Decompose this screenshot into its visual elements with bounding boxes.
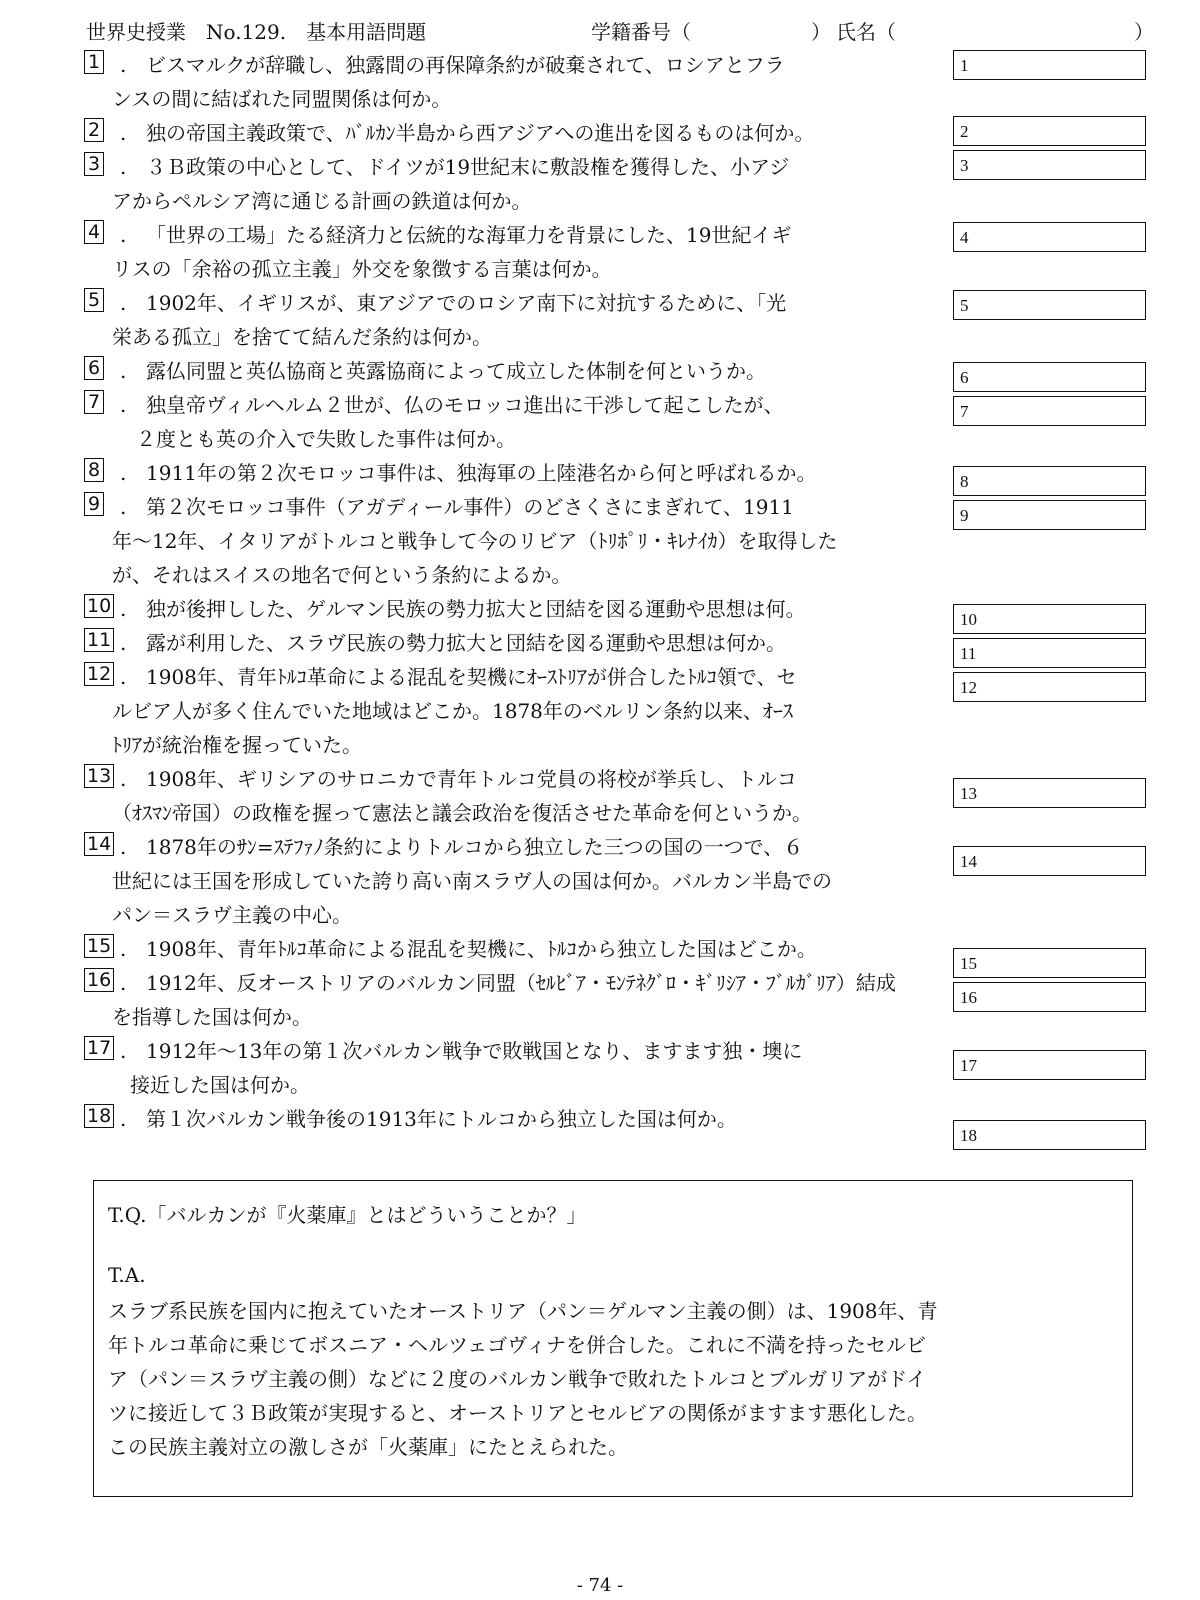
question-text-line: 1908年、青年ﾄﾙｺ革命による混乱を契機にｵｰｽﾄﾘｱが併合したﾄﾙｺ領で、セ — [146, 665, 797, 689]
question-number: 1 — [84, 50, 104, 74]
question-text-line: ﾄﾘｱが統治権を握っていた。 — [112, 733, 362, 757]
question-text-line: 1912年～13年の第１次バルカン戦争で敗戦国となり、ますます独・墺に — [146, 1039, 803, 1063]
question-number-dot: . — [120, 597, 127, 621]
question-number-dot: . — [120, 121, 127, 145]
question-number-dot: . — [120, 835, 127, 859]
answer-box[interactable] — [953, 50, 1146, 80]
question-number: 15 — [84, 934, 114, 958]
answer-box-label: 4 — [960, 228, 969, 247]
question-text-line: ビスマルクが辞職し、独露間の再保障条約が破棄されて、ロシアとフラ — [146, 53, 785, 77]
answer-box-label: 13 — [960, 784, 977, 803]
question-text-line: 1902年、イギリスが、東アジアでのロシア南下に対抗するために、「光 — [146, 291, 787, 315]
question-text-line: 第１次バルカン戦争後の1913年にトルコから独立した国は何か。 — [146, 1107, 737, 1131]
name-field-label: 氏名（ — [836, 20, 896, 44]
answer-box[interactable] — [953, 500, 1146, 530]
answer-box-label: 3 — [960, 156, 969, 175]
question-text-line: 独の帝国主義政策で、ﾊﾞﾙｶﾝ半島から西アジアへの進出を図るものは何か。 — [146, 121, 815, 145]
answer-box[interactable] — [953, 778, 1146, 808]
question-text-line: 「世界の工場」たる経済力と伝統的な海軍力を背景にした、19世紀イギ — [146, 223, 792, 247]
question-number: 10 — [84, 594, 114, 618]
answer-box[interactable] — [953, 290, 1146, 320]
question-number: 2 — [84, 118, 104, 142]
answer-box-label: 14 — [960, 852, 977, 871]
answer-box[interactable] — [953, 982, 1146, 1012]
answer-box[interactable] — [953, 1050, 1146, 1080]
answer-box[interactable] — [953, 1120, 1146, 1150]
answer-box[interactable] — [953, 222, 1146, 252]
answer-box-label: 17 — [960, 1056, 977, 1075]
question-number-dot: . — [120, 223, 127, 247]
question-number: 12 — [84, 662, 114, 686]
worksheet-header — [86, 16, 1154, 50]
answer-box[interactable] — [953, 638, 1146, 668]
question-number-dot: . — [120, 291, 127, 315]
question-text-line: 1908年、ギリシアのサロニカで青年トルコ党員の将校が挙兵し、トルコ — [146, 767, 797, 791]
answer-box-label: 8 — [960, 472, 969, 491]
tq-answer-line: ア（パン＝スラヴ主義の側）などに２度のバルカン戦争で敗れたトルコとブルガリアがドイ — [108, 1367, 927, 1391]
answer-box-label: 16 — [960, 988, 977, 1007]
answer-box-label: 5 — [960, 296, 969, 315]
question-text-line: ３Ｂ政策の中心として、ドイツが19世紀末に敷設権を獲得した、小アジ — [146, 155, 790, 179]
question-number: 11 — [84, 628, 114, 652]
page-number: - 74 - — [576, 1575, 624, 1596]
answer-box[interactable] — [953, 116, 1146, 146]
question-number: 13 — [84, 764, 114, 788]
answer-box[interactable] — [953, 604, 1146, 634]
question-text-line: 露が利用した、スラヴ民族の勢力拡大と団結を図る運動や思想は何か。 — [146, 631, 786, 655]
question-text-line: 1912年、反オーストリアのバルカン同盟（ｾﾙﾋﾞｱ・ﾓﾝﾃﾈｸﾞﾛ・ｷﾞﾘｼｱ・ﾌﾞﾙｶﾞﾘｱ）結成 — [146, 971, 896, 995]
question-text-line: 1908年、青年ﾄﾙｺ革命による混乱を契機に、ﾄﾙｺから独立した国はどこか。 — [146, 937, 817, 961]
question-number-dot: . — [120, 393, 127, 417]
question-text-line: が、それはスイスの地名で何という条約によるか。 — [112, 563, 572, 587]
question-number: 16 — [84, 968, 114, 992]
question-text-line: アからペルシア湾に通じる計画の鉄道は何か。 — [112, 189, 532, 213]
answer-box-label: 12 — [960, 678, 977, 697]
answer-box-label: 9 — [960, 506, 969, 525]
question-text-line: 独皇帝ヴィルヘルム２世が、仏のモロッコ進出に干渉して起こしたが、 — [146, 393, 784, 417]
question-text-line: 露仏同盟と英仏協商と英露協商によって成立した体制を何というか。 — [146, 359, 766, 383]
question-text-line: リスの「余裕の孤立主義」外交を象徴する言葉は何か。 — [112, 257, 612, 281]
question-number-dot: . — [120, 767, 127, 791]
question-text-line: 1878年のｻﾝ=ｽﾃﾌｧﾉ条約によりトルコから独立した三つの国の一つで、６ — [146, 835, 804, 859]
question-text-line: ルビア人が多く住んでいた地域はどこか。1878年のベルリン条約以来、ｵｰｽ — [112, 699, 793, 723]
answer-box[interactable] — [953, 672, 1146, 702]
question-text-line: 第２次モロッコ事件（アガディール事件）のどさくさにまぎれて、1911 — [146, 495, 794, 519]
question-number-dot: . — [120, 53, 127, 77]
question-number: 17 — [84, 1036, 114, 1060]
question-text-line: ンスの間に結ばれた同盟関係は何か。 — [112, 87, 452, 111]
answer-box[interactable] — [953, 466, 1146, 496]
answer-box-label: 6 — [960, 368, 969, 387]
question-number: 3 — [84, 152, 104, 176]
tq-answer-line: この民族主義対立の激しさが「火薬庫」にたとえられた。 — [108, 1435, 628, 1459]
tq-answer-label: T.A. — [108, 1263, 146, 1287]
think-question-box — [93, 1180, 1133, 1497]
tq-answer-line: ツに接近して３Ｂ政策が実現すると、オーストリアとセルビアの関係がますます悪化した。 — [108, 1401, 927, 1425]
question-number: 14 — [84, 832, 114, 856]
question-number-dot: . — [120, 631, 127, 655]
answer-box[interactable] — [953, 846, 1146, 876]
question-number-dot: . — [120, 461, 127, 485]
question-text-line: パン＝スラヴ主義の中心。 — [112, 903, 352, 927]
tq-question: T.Q.「バルカンが『火薬庫』とはどういうことか？」 — [108, 1203, 587, 1227]
answer-box-label: 2 — [960, 122, 969, 141]
answer-box-label: 11 — [960, 644, 977, 663]
answer-box-label: 7 — [960, 402, 969, 421]
question-number-dot: . — [120, 937, 127, 961]
question-text-line: を指導した国は何か。 — [112, 1005, 312, 1029]
question-text-line: 世紀には王国を形成していた誇り高い南スラヴ人の国は何か。バルカン半島での — [112, 869, 832, 893]
answer-box[interactable] — [953, 948, 1146, 978]
question-text-line: 年～12年、イタリアがトルコと戦争して今のリビア（ﾄﾘﾎﾟﾘ・ｷﾚﾅｲｶ）を取得した — [112, 529, 838, 553]
question-text-line: （ｵｽﾏﾝ帝国）の政権を握って憲法と議会政治を復活させた革命を何というか。 — [112, 801, 812, 825]
tq-answer-line: 年トルコ革命に乗じてボスニア・ヘルツェゴヴィナを併合した。これに不満を持ったセルビ — [108, 1333, 926, 1357]
question-number: 6 — [84, 356, 104, 380]
question-number: 18 — [84, 1104, 114, 1128]
answer-box-label: 18 — [960, 1126, 977, 1145]
question-number-dot: . — [120, 971, 127, 995]
question-number: 5 — [84, 288, 104, 312]
question-number: 8 — [84, 458, 104, 482]
question-number-dot: . — [120, 1107, 127, 1131]
student-id-field: 学籍番号（ ） — [591, 20, 831, 44]
question-text-line: 栄ある孤立」を捨てて結んだ条約は何か。 — [112, 325, 492, 349]
question-text-line: 独が後押しした、ゲルマン民族の勢力拡大と団結を図る運動や思想は何。 — [146, 597, 806, 621]
question-text-line: ２度とも英の介入で失敗した事件は何か。 — [136, 427, 516, 451]
name-field-close: ） — [1134, 20, 1154, 44]
worksheet-title: 世界史授業 No.129. 基本用語問題 — [86, 20, 427, 44]
answer-box-label: 1 — [960, 56, 969, 75]
question-number: 4 — [84, 220, 104, 244]
question-number-dot: . — [120, 155, 127, 179]
question-number: 9 — [84, 492, 104, 516]
question-number-dot: . — [120, 1039, 127, 1063]
tq-answer-line: スラブ系民族を国内に抱えていたオーストリア（パン＝ゲルマン主義の側）は、1908年、青 — [108, 1299, 938, 1323]
question-text-line: 接近した国は何か。 — [130, 1073, 310, 1097]
question-number: 7 — [84, 390, 104, 414]
answer-box[interactable] — [953, 396, 1146, 426]
answer-box-label: 10 — [960, 610, 977, 629]
question-number-dot: . — [120, 665, 127, 689]
answer-box[interactable] — [953, 150, 1146, 180]
question-number-dot: . — [120, 495, 127, 519]
answer-box[interactable] — [953, 362, 1146, 392]
answer-box-label: 15 — [960, 954, 977, 973]
question-text-line: 1911年の第２次モロッコ事件は、独海軍の上陸港名から何と呼ばれるか。 — [146, 461, 817, 485]
question-number-dot: . — [120, 359, 127, 383]
